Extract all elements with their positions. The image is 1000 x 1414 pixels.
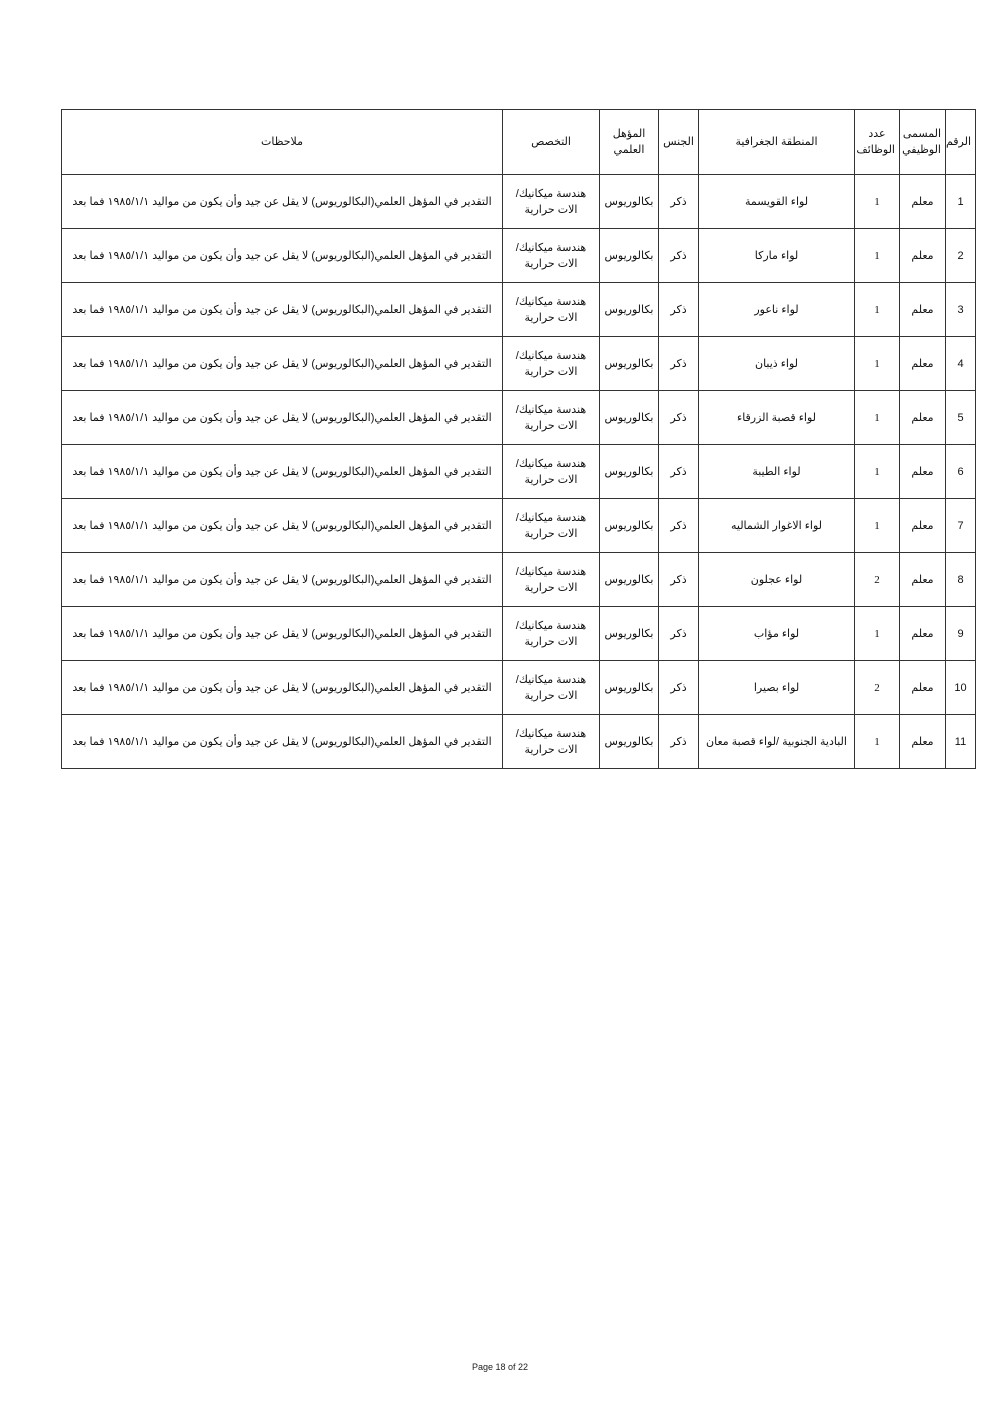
notes-cell: التقدير في المؤهل العلمي(البكالوريوس) لا يقل عن جيد وأن يكون من مواليد ١٩٨٥/١/١ فما بعد <box>62 445 503 499</box>
table-row <box>62 175 976 229</box>
table-row <box>62 607 976 661</box>
gender-cell: ذكر <box>659 283 699 337</box>
job-title-cell: معلم <box>900 715 946 769</box>
notes-cell: التقدير في المؤهل العلمي(البكالوريوس) لا يقل عن جيد وأن يكون من مواليد ١٩٨٥/١/١ فما بعد <box>62 229 503 283</box>
gender-cell: ذكر <box>659 661 699 715</box>
header-gender: الجنس <box>659 110 699 175</box>
qualification-cell: بكالوريوس <box>600 661 659 715</box>
area-cell: لواء مؤاب <box>699 607 855 661</box>
job-count-cell: 1 <box>855 391 900 445</box>
job-title-cell: معلم <box>900 607 946 661</box>
notes-cell: التقدير في المؤهل العلمي(البكالوريوس) لا يقل عن جيد وأن يكون من مواليد ١٩٨٥/١/١ فما بعد <box>62 607 503 661</box>
job-count-cell: 1 <box>855 445 900 499</box>
area-cell: لواء عجلون <box>699 553 855 607</box>
gender-cell: ذكر <box>659 715 699 769</box>
table-row <box>62 715 976 769</box>
header-notes: ملاحظات <box>62 110 503 175</box>
qualification-cell: بكالوريوس <box>600 175 659 229</box>
page-number-footer: Page 18 of 22 <box>471 1362 529 1372</box>
row-number: 7 <box>946 499 976 553</box>
notes-cell: التقدير في المؤهل العلمي(البكالوريوس) لا يقل عن جيد وأن يكون من مواليد ١٩٨٥/١/١ فما بعد <box>62 661 503 715</box>
job-title-cell: معلم <box>900 553 946 607</box>
notes-cell: التقدير في المؤهل العلمي(البكالوريوس) لا يقل عن جيد وأن يكون من مواليد ١٩٨٥/١/١ فما بعد <box>62 553 503 607</box>
specialty-cell: هندسة ميكانيك/الات حرارية <box>503 337 600 391</box>
row-number: 9 <box>946 607 976 661</box>
table-header-row <box>62 110 976 175</box>
job-count-cell: 1 <box>855 715 900 769</box>
area-cell: لواء الاغوار الشماليه <box>699 499 855 553</box>
qualification-cell: بكالوريوس <box>600 283 659 337</box>
specialty-cell: هندسة ميكانيك/الات حرارية <box>503 661 600 715</box>
area-cell: لواء ماركا <box>699 229 855 283</box>
area-cell: لواء القويسمة <box>699 175 855 229</box>
job-count-cell: 2 <box>855 553 900 607</box>
table-row <box>62 283 976 337</box>
job-title-cell: معلم <box>900 661 946 715</box>
qualification-cell: بكالوريوس <box>600 229 659 283</box>
header-qualification: المؤهل العلمي <box>600 110 659 175</box>
qualification-cell: بكالوريوس <box>600 391 659 445</box>
job-title-cell: معلم <box>900 229 946 283</box>
gender-cell: ذكر <box>659 553 699 607</box>
row-number: 2 <box>946 229 976 283</box>
row-number: 5 <box>946 391 976 445</box>
specialty-cell: هندسة ميكانيك/الات حرارية <box>503 607 600 661</box>
row-number: 8 <box>946 553 976 607</box>
job-count-cell: 1 <box>855 175 900 229</box>
specialty-cell: هندسة ميكانيك/الات حرارية <box>503 391 600 445</box>
table-row <box>62 499 976 553</box>
row-number: 4 <box>946 337 976 391</box>
job-count-cell: 2 <box>855 661 900 715</box>
notes-cell: التقدير في المؤهل العلمي(البكالوريوس) لا يقل عن جيد وأن يكون من مواليد ١٩٨٥/١/١ فما بعد <box>62 283 503 337</box>
header-job-title: المسمى الوظيفي <box>900 110 946 175</box>
job-title-cell: معلم <box>900 391 946 445</box>
row-number: 1 <box>946 175 976 229</box>
qualification-cell: بكالوريوس <box>600 445 659 499</box>
specialty-cell: هندسة ميكانيك/الات حرارية <box>503 175 600 229</box>
job-title-cell: معلم <box>900 175 946 229</box>
job-title-cell: معلم <box>900 445 946 499</box>
gender-cell: ذكر <box>659 391 699 445</box>
job-count-cell: 1 <box>855 607 900 661</box>
notes-cell: التقدير في المؤهل العلمي(البكالوريوس) لا يقل عن جيد وأن يكون من مواليد ١٩٨٥/١/١ فما بعد <box>62 715 503 769</box>
table-row <box>62 391 976 445</box>
job-count-cell: 1 <box>855 499 900 553</box>
gender-cell: ذكر <box>659 229 699 283</box>
gender-cell: ذكر <box>659 175 699 229</box>
header-num: الرقم <box>946 110 976 175</box>
specialty-cell: هندسة ميكانيك/الات حرارية <box>503 715 600 769</box>
notes-cell: التقدير في المؤهل العلمي(البكالوريوس) لا يقل عن جيد وأن يكون من مواليد ١٩٨٥/١/١ فما بعد <box>62 391 503 445</box>
notes-cell: التقدير في المؤهل العلمي(البكالوريوس) لا يقل عن جيد وأن يكون من مواليد ١٩٨٥/١/١ فما بعد <box>62 337 503 391</box>
header-area: المنطقة الجغرافية <box>699 110 855 175</box>
gender-cell: ذكر <box>659 445 699 499</box>
header-job-count: عدد الوظائف <box>855 110 900 175</box>
row-number: 10 <box>946 661 976 715</box>
row-number: 11 <box>946 715 976 769</box>
qualification-cell: بكالوريوس <box>600 607 659 661</box>
gender-cell: ذكر <box>659 607 699 661</box>
job-count-cell: 1 <box>855 229 900 283</box>
job-count-cell: 1 <box>855 283 900 337</box>
gender-cell: ذكر <box>659 337 699 391</box>
area-cell: لواء ناعور <box>699 283 855 337</box>
table-row <box>62 553 976 607</box>
table-row <box>62 445 976 499</box>
qualification-cell: بكالوريوس <box>600 499 659 553</box>
gender-cell: ذكر <box>659 499 699 553</box>
area-cell: لواء بصيرا <box>699 661 855 715</box>
table-row <box>62 661 976 715</box>
job-title-cell: معلم <box>900 499 946 553</box>
job-count-cell: 1 <box>855 337 900 391</box>
job-vacancies-table <box>61 109 976 769</box>
header-specialty: التخصص <box>503 110 600 175</box>
job-title-cell: معلم <box>900 283 946 337</box>
area-cell: البادية الجنوبية /لواء قصبة معان <box>699 715 855 769</box>
table-row <box>62 229 976 283</box>
qualification-cell: بكالوريوس <box>600 715 659 769</box>
qualification-cell: بكالوريوس <box>600 553 659 607</box>
specialty-cell: هندسة ميكانيك/الات حرارية <box>503 553 600 607</box>
area-cell: لواء الطيبة <box>699 445 855 499</box>
area-cell: لواء ذيبان <box>699 337 855 391</box>
specialty-cell: هندسة ميكانيك/الات حرارية <box>503 283 600 337</box>
area-cell: لواء قصبة الزرقاء <box>699 391 855 445</box>
notes-cell: التقدير في المؤهل العلمي(البكالوريوس) لا يقل عن جيد وأن يكون من مواليد ١٩٨٥/١/١ فما بعد <box>62 499 503 553</box>
table-row <box>62 337 976 391</box>
specialty-cell: هندسة ميكانيك/الات حرارية <box>503 445 600 499</box>
row-number: 6 <box>946 445 976 499</box>
specialty-cell: هندسة ميكانيك/الات حرارية <box>503 499 600 553</box>
job-title-cell: معلم <box>900 337 946 391</box>
notes-cell: التقدير في المؤهل العلمي(البكالوريوس) لا يقل عن جيد وأن يكون من مواليد ١٩٨٥/١/١ فما بعد <box>62 175 503 229</box>
row-number: 3 <box>946 283 976 337</box>
qualification-cell: بكالوريوس <box>600 337 659 391</box>
specialty-cell: هندسة ميكانيك/الات حرارية <box>503 229 600 283</box>
